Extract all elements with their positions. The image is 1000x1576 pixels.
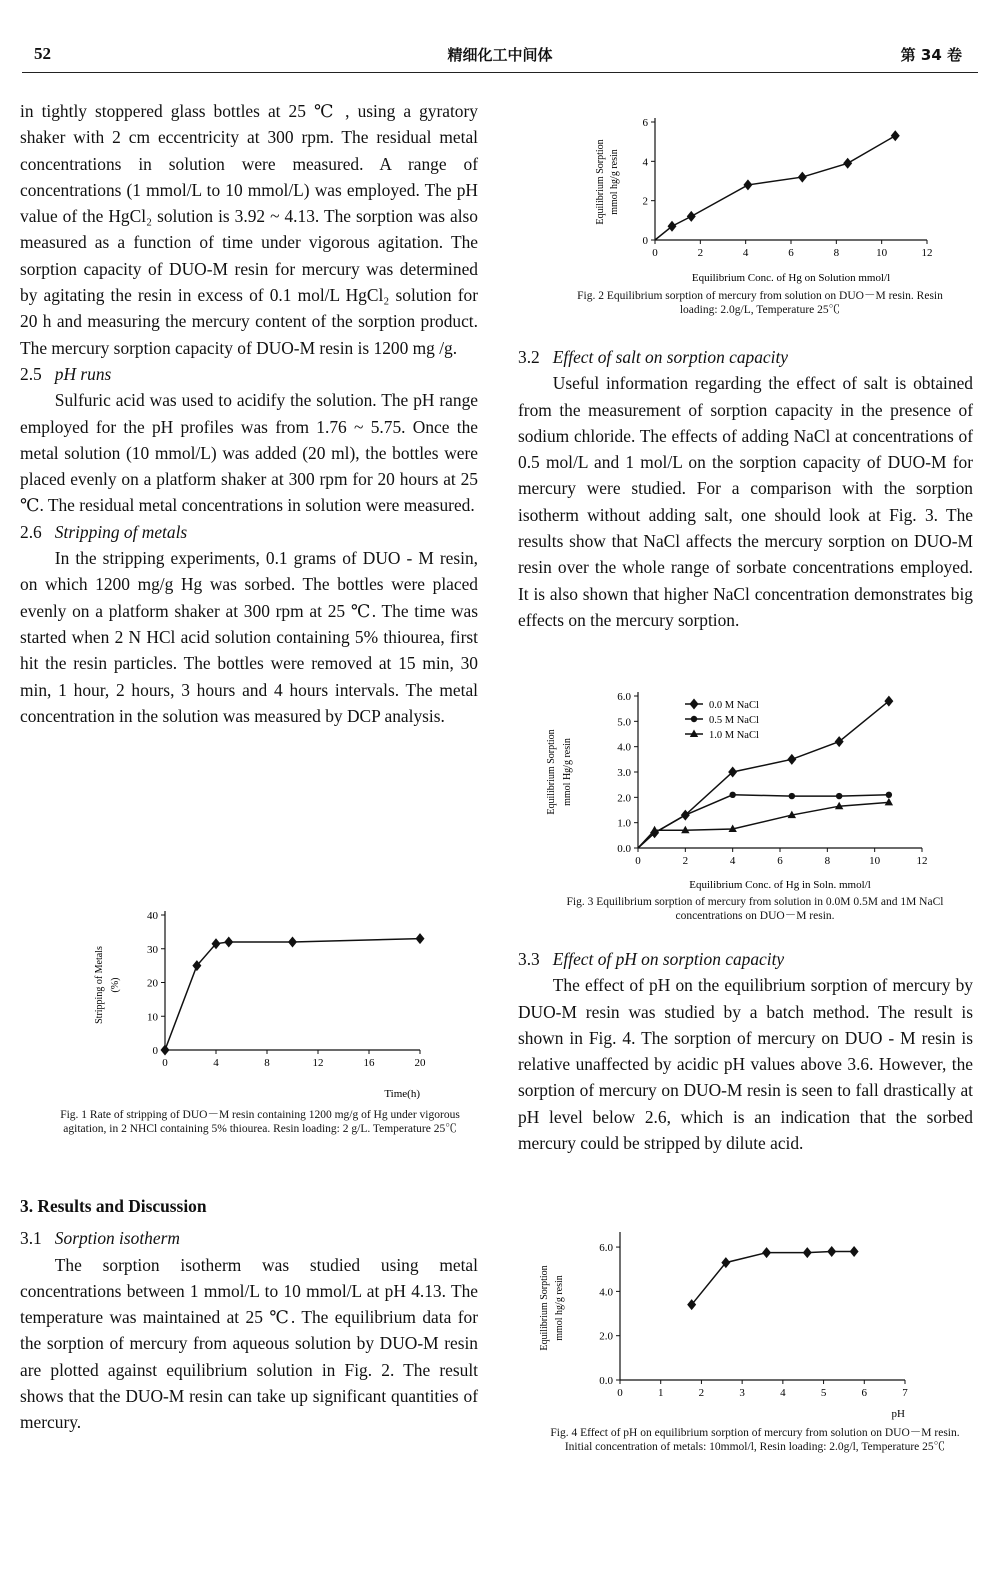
x-tick-label: 10 — [869, 855, 881, 867]
x-tick-label: 7 — [902, 1387, 908, 1399]
x-axis-label: Equilibrium Conc. of Hg on Solution mmol/l — [691, 272, 891, 284]
y-axis-label: Equilibrium Sorption — [546, 729, 557, 815]
x-tick-label: 8 — [264, 1057, 270, 1069]
section-title: Effect of salt on sorption capacity — [552, 347, 789, 367]
data-point — [827, 1246, 836, 1257]
y-tick-label: 2.0 — [617, 792, 631, 805]
data-point — [687, 211, 696, 222]
x-tick-label: 6 — [788, 247, 794, 259]
page-header — [0, 0, 1000, 78]
paragraph-isotherm: The sorption isotherm was studied using metal concentrations between 1 mmol/L to 10 mmol/L at pH 4.13. The temperature was maintained at 25 ℃. The equilibrium data for the sorption of mercury from aqueous solution by DUO-M resin are plotted against equilibrium solution in Fig. 2. The result shows that the DUO-M resin can take up significant quantities of mercury. — [20, 1254, 478, 1433]
figure-2-chart — [585, 112, 945, 287]
x-tick-label: 4 — [742, 247, 749, 259]
x-tick-label: 12 — [921, 247, 933, 259]
x-axis-label: Time(h) — [384, 1088, 420, 1100]
x-tick-label: 12 — [312, 1057, 324, 1069]
figure-4-caption: Fig. 4 Effect of pH on equilibrium sorption of mercury from solution on DUO－M resin. Initial concentration of metals: 10mmol/l, Resin loading: 2.0g/l, Temperature 25℃ — [550, 1427, 960, 1453]
paragraph-ph-effect: The effect of pH on the equilibrium sorption of mercury by DUO-M resin was studied by a batch method. The result is shown in Fig. 4. The sorption of mercury on DUO - M resin is relative unaffected by acidic pH values above 3.6. However, the sorption of mercury on DUO-M resin is seen to fall drastically at pH level below 2.6, which is an indication that the sorbed mercury could be stripped by dilute acid. — [518, 975, 973, 1154]
x-tick-label: 4 — [729, 855, 736, 867]
x-axis-label: Equilibrium Conc. of Hg in Soln. mmol/l — [689, 879, 871, 891]
data-point — [798, 172, 807, 183]
y-axis-label: Equilibrium Sorption — [595, 139, 606, 225]
section-3-3-heading — [518, 946, 973, 972]
data-point — [682, 812, 688, 818]
series-line — [165, 939, 420, 1050]
legend-marker — [690, 699, 699, 710]
y-tick-label: 30 — [147, 943, 158, 956]
figure-3-caption: Fig. 3 Equilibrium sorption of mercury from solution in 0.0M 0.5M and 1M NaCl concentrations on DUO－M resin. — [566, 896, 944, 922]
x-tick-label: 6 — [861, 1387, 868, 1399]
x-tick-label: 12 — [916, 855, 928, 867]
section-title: Effect of pH on sorption capacity — [552, 949, 785, 969]
y-tick-label: 6.0 — [599, 1242, 613, 1255]
y-axis-label: mmol hg/g resin — [554, 1275, 565, 1341]
data-point — [885, 798, 893, 806]
data-point — [787, 754, 796, 765]
section-3-1-heading — [20, 1225, 478, 1251]
x-tick-label: 0 — [635, 855, 641, 867]
y-axis-label: Equilibrium Sorption — [539, 1265, 550, 1351]
journal-title: 精细化工中间体 — [447, 46, 553, 64]
y-axis-label: mmol Hg/g resin — [562, 738, 573, 806]
data-point — [850, 1246, 859, 1257]
section-title: Stripping of metals — [54, 521, 188, 542]
data-point — [743, 179, 752, 190]
section-number: 2.6 — [20, 521, 42, 542]
section-title: Sorption isotherm — [54, 1228, 180, 1249]
section-number: 3.1 — [20, 1228, 42, 1249]
y-tick-label: 4 — [642, 156, 648, 169]
y-tick-label: 6.0 — [617, 691, 631, 703]
x-tick-label: 4 — [780, 1387, 786, 1399]
x-tick-label: 0 — [652, 247, 658, 259]
x-tick-label: 20 — [414, 1057, 426, 1069]
data-point — [224, 937, 233, 948]
x-tick-label: 6 — [777, 855, 783, 867]
figure-1-chart — [90, 905, 450, 1105]
y-tick-label: 1.0 — [617, 817, 631, 830]
y-tick-label: 0.0 — [599, 1375, 613, 1387]
x-tick-label: 4 — [213, 1057, 219, 1069]
x-tick-label: 0 — [162, 1057, 168, 1069]
section-3-2-heading — [518, 344, 973, 370]
data-point — [884, 696, 893, 707]
data-point — [668, 221, 677, 232]
paragraph-methods-continued: in tightly stoppered glass bottles at 25 ℃ , using a gyratory shaker with 2 cm eccentricity at 300 rpm. The residual metal concentrations in solution were measured. A range of concentrations (1 mmol/L to 10 mmol/L) was employed. The pH value of the HgCl₂ solution is 3.92 ~ 4.13. The sorption was also measured as a function of time under vigorous agitation. The sorption capacity of DUO-M resin for mercury was determined by agitating the resin in excess of 0.1 mol/L HgCl₂ solution for 20 h and measuring the mercury content of the sorption product. The mercury sorption capacity of DUO-M resin is 1200 mg /g. — [20, 101, 478, 358]
y-tick-label: 4.0 — [599, 1286, 613, 1299]
y-tick-label: 3.0 — [617, 767, 631, 779]
data-point — [891, 130, 900, 141]
y-tick-label: 20 — [147, 977, 158, 990]
series-line — [638, 701, 889, 848]
data-point — [288, 937, 297, 948]
data-point — [803, 1247, 812, 1258]
section-2-5-heading — [20, 361, 478, 387]
x-tick-label: 5 — [820, 1387, 827, 1399]
y-tick-label: 6 — [642, 117, 648, 129]
y-tick-label: 5.0 — [617, 716, 631, 729]
y-tick-label: 0 — [152, 1045, 158, 1057]
x-tick-label: 0 — [617, 1387, 623, 1399]
y-tick-label: 0.0 — [617, 843, 631, 855]
y-axis-label: (%) — [110, 977, 121, 993]
series-line — [638, 802, 889, 848]
y-axis-label: mmol hg/g resin — [609, 149, 620, 215]
x-tick-label: 8 — [833, 247, 840, 259]
y-tick-label: 10 — [147, 1011, 158, 1024]
figure-2-caption: Fig. 2 Equilibrium sorption of mercury from solution on DUO－M resin. Resin loading: 2.0g/L, Temperature 25℃ — [577, 290, 943, 316]
y-tick-label: 0 — [642, 235, 648, 247]
data-point — [886, 792, 892, 798]
paragraph-ph-runs: Sulfuric acid was used to acidify the solution. The pH range employed for the pH profiles was from 1.76 ~ 5.75. Once the metal solution (10 mmol/L) was added (20 ml), the bottles were placed evenly on a platform shaker at 300 rpm for 20 hours at 25 ℃. The residual metal concentrations in solution were measured. — [20, 390, 478, 516]
series-line — [655, 136, 895, 240]
volume-label: 第 34 卷 — [900, 46, 962, 64]
x-axis-label: pH — [891, 1408, 905, 1420]
data-point — [729, 792, 735, 798]
data-point — [835, 736, 844, 747]
figure-4-chart — [535, 1228, 935, 1423]
x-tick-label: 1 — [657, 1387, 664, 1399]
section-number: 2.5 — [20, 363, 42, 384]
figure-3-chart — [540, 688, 940, 893]
paragraph-salt-effect: Useful information regarding the effect of salt is obtained from the measurement of sorption capacity in the presence of sodium chloride. The effects of adding NaCl at concentrations of 0.5 mol/L and 1 mol/L on the sorption capacity of DUO-M for mercury were studied. For a comparison with the sorption isotherm without adding salt, one should look at Fig. 3. The results show that NaCl affects the mercury sorption on DUO-M resin over the whole range of sorbate concentrations employed. It is also shown that higher NaCl concentration demonstrates big effects on the mercury sorption. — [518, 373, 973, 630]
data-point — [843, 158, 852, 169]
y-axis-label: Stripping of Metals — [94, 946, 105, 1024]
x-tick-label: 2 — [682, 855, 689, 867]
header-rule — [22, 72, 978, 73]
legend-label: 0.0 M NaCl — [709, 700, 759, 711]
section-2-6-heading — [20, 519, 478, 545]
y-tick-label: 40 — [147, 910, 158, 922]
section-number: 3.2 — [518, 347, 540, 367]
x-tick-label: 2 — [697, 247, 704, 259]
figure-1-caption: Fig. 1 Rate of stripping of DUO－M resin containing 1200 mg/g of Hg under vigorous agitation, in 2 NHCl containing 5% thiourea. Resin loading: 2 g/L. Temperature 25℃ — [60, 1109, 460, 1135]
left-column-bottom — [20, 1193, 478, 1436]
right-column-bottom — [518, 946, 973, 1156]
data-point — [416, 933, 425, 944]
x-tick-label: 16 — [363, 1057, 375, 1069]
data-point — [161, 1045, 170, 1056]
legend-label: 1.0 M NaCl — [709, 730, 759, 741]
legend-marker — [691, 716, 697, 722]
data-point — [789, 793, 795, 799]
section-number: 3.3 — [518, 949, 540, 969]
legend-label: 0.5 M NaCl — [709, 715, 759, 726]
y-tick-label: 4.0 — [617, 741, 631, 754]
page-number: 52 — [34, 44, 51, 63]
data-point — [836, 793, 842, 799]
data-point — [762, 1247, 771, 1258]
x-tick-label: 10 — [876, 247, 888, 259]
series-line — [692, 1252, 854, 1305]
x-tick-label: 3 — [739, 1387, 745, 1399]
y-tick-label: 2 — [642, 195, 648, 208]
section-title: pH runs — [54, 363, 112, 384]
x-tick-label: 8 — [824, 855, 831, 867]
x-tick-label: 2 — [698, 1387, 705, 1399]
right-column-middle — [518, 344, 973, 633]
paragraph-stripping: In the stripping experiments, 0.1 grams of DUO - M resin, on which 1200 mg/g Hg was sorbed. The bottles were placed evenly on a platform shaker at 300 rpm at 25 ℃. The time was started when 2 N HCl acid solution containing 5% thiourea, first hit the resin particles. The bottles were removed at 15 min, 30 min, 1 hour, 2 hours, 3 hours and 4 hours intervals. The metal concentration in the solution was measured by DCP analysis. — [20, 548, 478, 726]
y-tick-label: 2.0 — [599, 1330, 613, 1343]
left-column-top — [20, 98, 478, 729]
section-3-heading: 3. Results and Discussion — [20, 1196, 207, 1216]
